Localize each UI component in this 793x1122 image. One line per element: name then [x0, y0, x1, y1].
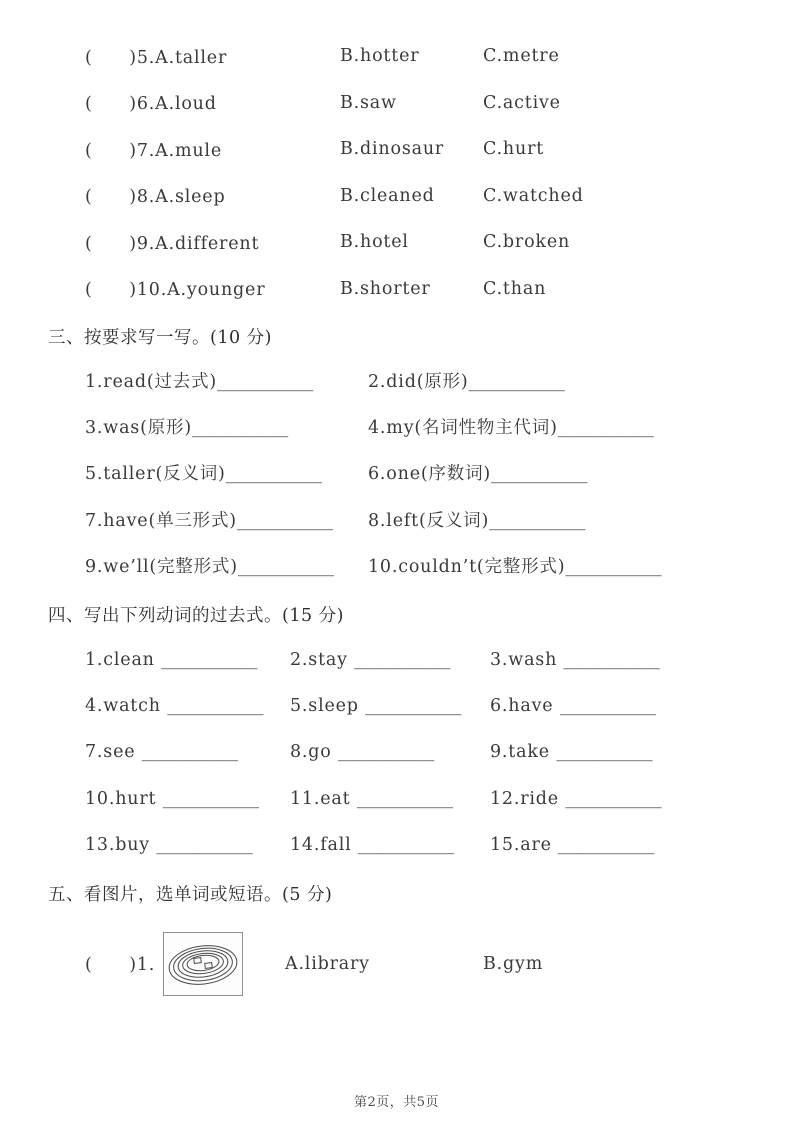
choice-answer-slot: ( )7.A.mule — [85, 140, 222, 161]
choice-answer-slot: ( )10.A.younger — [85, 280, 266, 301]
fill-item — [85, 414, 368, 439]
fill-section — [48, 357, 753, 588]
blank-line: ___________ — [338, 742, 435, 763]
fill-label: 7.have(单三形式) — [85, 510, 237, 531]
verb-item — [85, 835, 290, 855]
choice-option-b: B.cleaned — [340, 185, 435, 206]
fill-item — [368, 368, 753, 393]
blank-line: ___________ — [354, 649, 451, 670]
fill-row — [85, 357, 753, 403]
choice-answer-slot: ( )8.A.sleep — [85, 187, 226, 208]
choice-answer-slot: ( )6.A.loud — [85, 94, 217, 115]
blank-line: ___________ — [217, 371, 314, 392]
choice-option-c: C.active — [483, 92, 561, 113]
verb-label: 7.see — [85, 742, 136, 763]
blank-line: ___________ — [556, 742, 653, 763]
blank-line: ___________ — [565, 556, 662, 577]
fill-label: 6.one(序数词) — [368, 464, 492, 485]
blank-line: ___________ — [236, 510, 334, 531]
blank-line: ___________ — [563, 649, 660, 670]
verb-section — [48, 636, 753, 867]
choice-option-c: C.broken — [483, 232, 571, 253]
verb-label: 3.wash — [490, 649, 558, 670]
verb-item — [290, 650, 490, 670]
section-title: 四、写出下列动词的过去式。(15 分) — [48, 605, 344, 626]
choice-row — [85, 173, 753, 220]
verb-item — [490, 650, 753, 670]
blank-line: ___________ — [365, 695, 462, 716]
choice-answer-slot: ( )9.A.different — [85, 233, 260, 254]
verb-label: 9.take — [490, 742, 550, 763]
fill-item — [368, 460, 753, 485]
verb-label: 11.eat — [290, 788, 351, 809]
fill-label: 1.read(过去式) — [85, 371, 218, 392]
verb-row — [85, 729, 753, 775]
verb-item — [490, 789, 753, 809]
verb-row — [85, 683, 753, 729]
fill-row — [85, 403, 753, 449]
choice-row — [85, 266, 753, 313]
fill-item — [85, 507, 368, 532]
verb-item — [85, 789, 290, 809]
fill-row — [85, 496, 753, 542]
choice-row — [85, 219, 753, 266]
blank-line: ___________ — [357, 834, 455, 855]
fill-item — [368, 507, 753, 532]
blank-line: ___________ — [356, 788, 454, 809]
choice-option-b: B.hotel — [340, 232, 409, 253]
verb-row — [85, 636, 753, 682]
blank-line: ___________ — [156, 834, 253, 855]
fill-item — [85, 368, 368, 393]
running-track-drawing — [166, 936, 240, 992]
blank-line: ___________ — [559, 695, 657, 716]
verb-label: 10.hurt — [85, 788, 157, 809]
verb-label: 12.ride — [490, 788, 559, 809]
verb-label: 15.are — [490, 834, 552, 855]
picture-cell — [163, 932, 285, 996]
verb-label: 1.clean — [85, 649, 155, 670]
verb-item — [490, 742, 753, 762]
verb-item — [290, 696, 490, 716]
verb-label: 2.stay — [290, 649, 348, 670]
choice-section — [48, 33, 753, 312]
choice-option-b: B.dinosaur — [340, 139, 445, 160]
blank-line: ___________ — [557, 417, 654, 438]
verb-item — [290, 789, 490, 809]
fill-label: 4.my(名词性物主代词) — [368, 417, 558, 438]
choice-row — [85, 126, 753, 173]
fill-label: 2.did(原形) — [368, 371, 469, 392]
choice-option-b: B.shorter — [340, 278, 431, 299]
verb-item — [290, 835, 490, 855]
choice-answer-slot: ( )5.A.taller — [85, 47, 228, 68]
fill-row — [85, 542, 753, 588]
fill-item — [85, 553, 368, 578]
running-track-image — [163, 932, 243, 996]
fill-item — [368, 553, 753, 578]
verb-row — [85, 822, 753, 868]
verb-label: 13.buy — [85, 834, 150, 855]
verb-item — [290, 742, 490, 762]
blank-line: ___________ — [558, 834, 655, 855]
choice-answer-slot: ( )1. — [85, 955, 156, 976]
blank-line: ___________ — [167, 695, 264, 716]
choice-option-c: C.metre — [483, 46, 560, 67]
fill-item — [368, 414, 753, 439]
verb-item — [85, 742, 290, 762]
choice-option-c: C.hurt — [483, 139, 545, 160]
blank-line: ___________ — [162, 788, 259, 809]
choice-option-b: B.hotter — [340, 46, 420, 67]
fill-row — [85, 450, 753, 496]
section-title: 三、按要求写一写。(10 分) — [48, 327, 272, 348]
choice-option-b: B.saw — [340, 92, 397, 113]
fill-label: 10.couldn’t(完整形式) — [368, 556, 566, 577]
fill-label: 3.was(原形) — [85, 417, 192, 438]
verb-label: 4.watch — [85, 695, 161, 716]
blank-line: ___________ — [468, 371, 565, 392]
page-footer: 第2页，共5页 — [353, 1095, 440, 1110]
choice-option-c: C.watched — [483, 185, 584, 206]
blank-line: ___________ — [191, 417, 289, 438]
option-b: B.gym — [483, 953, 544, 974]
blank-line: ___________ — [565, 788, 662, 809]
verb-item — [85, 650, 290, 670]
fill-label: 5.taller(反义词) — [85, 464, 226, 485]
verb-row — [85, 775, 753, 821]
choice-row — [85, 80, 753, 127]
verb-label: 6.have — [490, 695, 554, 716]
blank-line: ___________ — [237, 556, 335, 577]
verb-item — [490, 835, 753, 855]
blank-line: ___________ — [491, 464, 588, 485]
verb-item — [85, 696, 290, 716]
blank-line: ___________ — [161, 649, 258, 670]
verb-item — [490, 696, 753, 716]
verb-label: 8.go — [290, 742, 332, 763]
verb-label: 14.fall — [290, 834, 352, 855]
fill-item — [85, 460, 368, 485]
blank-line: ___________ — [141, 742, 239, 763]
picture-question — [85, 924, 753, 1004]
blank-line: ___________ — [225, 464, 322, 485]
option-a: A.library — [285, 953, 370, 974]
verb-label: 5.sleep — [290, 695, 359, 716]
fill-label: 8.left(反义词) — [368, 510, 490, 531]
choice-row — [85, 33, 753, 80]
blank-line: ___________ — [489, 510, 586, 531]
section-title: 五、看图片，选单词或短语。(5 分) — [48, 885, 333, 906]
fill-label: 9.we’ll(完整形式) — [85, 556, 238, 577]
choice-option-c: C.than — [483, 278, 547, 299]
